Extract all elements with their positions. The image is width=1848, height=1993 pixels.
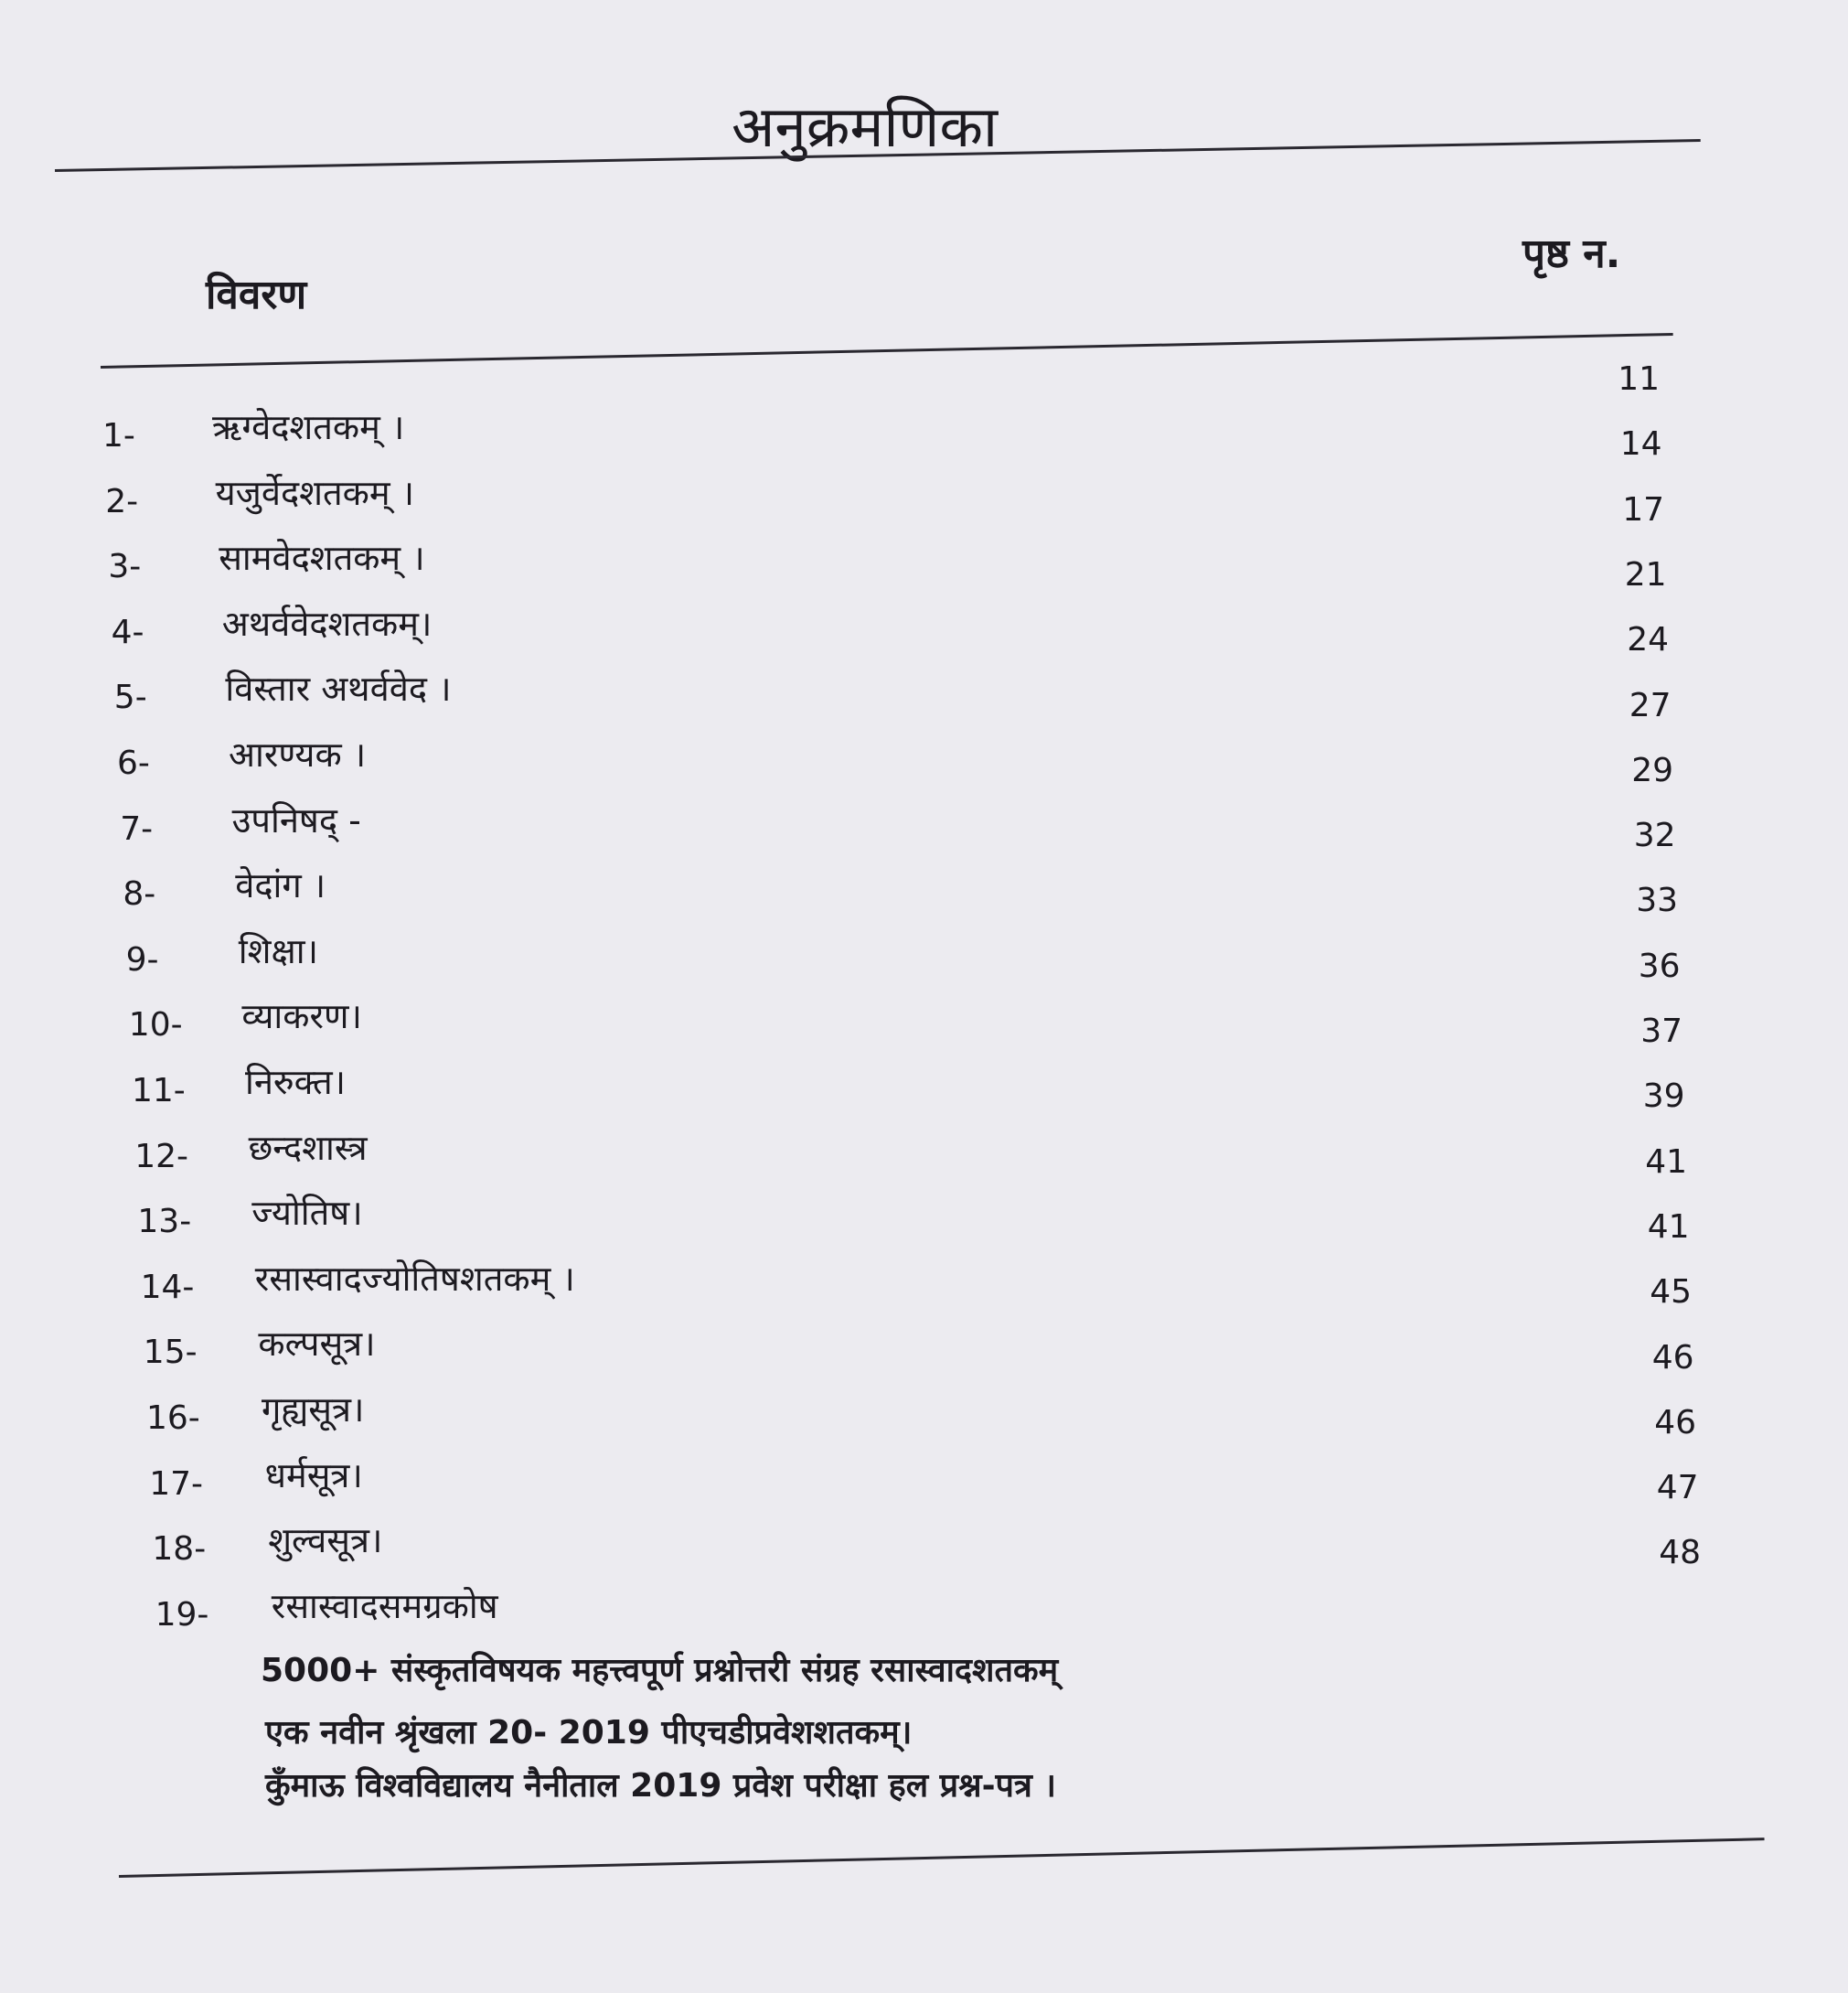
entry-number: 14- (140, 1268, 195, 1306)
page-number: 47 (1656, 1469, 1699, 1507)
entry-number: 6- (117, 745, 150, 782)
page-number: 48 (1659, 1534, 1701, 1572)
entry-number: 15- (143, 1334, 198, 1372)
entry-number: 1- (102, 417, 135, 455)
entry-title: निरुक्त। (245, 1062, 347, 1102)
page-number: 33 (1636, 882, 1678, 920)
page-number: 17 (1622, 490, 1664, 529)
entry-number: 13- (137, 1203, 192, 1241)
page-number: 41 (1645, 1142, 1687, 1181)
entry-title: गृह्यसूत्र। (262, 1389, 365, 1430)
entry-number: 16- (146, 1399, 200, 1437)
entry-title: रसास्वादज्योतिषशतकम् । (254, 1258, 575, 1299)
entry-number: 9- (125, 940, 159, 979)
entry-number: 8- (123, 875, 156, 914)
header-rule (101, 333, 1673, 369)
entry-title: ऋग्वेदशतकम् । (212, 407, 405, 447)
entry-title: अथर्ववेदशतकम्। (221, 603, 433, 644)
page-number: 37 (1640, 1013, 1682, 1050)
entry-title: व्याकरण। (241, 996, 362, 1037)
page-number: 32 (1633, 817, 1676, 855)
entry-title: शुल्वसूत्र। (268, 1520, 383, 1561)
page-number: 46 (1651, 1338, 1694, 1377)
page-number: 21 (1624, 555, 1667, 594)
entry-number: 18- (152, 1530, 207, 1569)
entry-title: वेदांग । (235, 865, 326, 906)
entry-number: 17- (149, 1464, 203, 1503)
page-number: 46 (1654, 1403, 1696, 1441)
entry-number: 7- (120, 809, 154, 848)
entry-number: 10- (128, 1006, 183, 1045)
column-header-description: विवरण (206, 272, 307, 318)
page-number: 24 (1627, 621, 1669, 659)
page-title: अनुक्रमणिका (732, 93, 999, 160)
entry-title: शिक्षा। (238, 930, 318, 971)
entry-number: 4- (111, 613, 144, 651)
entry-title: विस्तार अथर्ववेद । (225, 669, 452, 710)
entry-number: 12- (134, 1137, 188, 1175)
entry-title: छन्दशास्त्र (248, 1127, 368, 1168)
entry-number: 5- (113, 679, 147, 717)
entry-title: कल्पसूत्र। (258, 1323, 376, 1365)
entry-number: 19- (155, 1595, 209, 1634)
entry-title: सामवेदशतकम् । (219, 538, 425, 579)
entry-title: उपनिषद् - (231, 799, 361, 841)
entry-number: 3- (108, 548, 142, 586)
page-number: 41 (1647, 1207, 1690, 1246)
entry-number: 11- (132, 1072, 186, 1109)
page-number: 27 (1629, 686, 1672, 724)
sub-line-kumaun: कुँमाऊ विश्वविद्यालय नैनीताल 2019 प्रवेश परीक्षा हल प्रश्न-पत्र । (265, 1767, 1057, 1805)
page-number: 11 (1618, 360, 1660, 398)
page-number: 14 (1619, 425, 1662, 464)
entry-number: 2- (105, 482, 139, 520)
entry-title: ज्योतिष। (251, 1193, 363, 1234)
page-number: 45 (1650, 1273, 1692, 1312)
entry-title: धर्मसूत्र। (264, 1454, 363, 1495)
page-number: 29 (1631, 751, 1673, 789)
entry-title: आरण्यक । (229, 734, 367, 775)
sub-line-sangrah: 5000+ संस्कृतविषयक महत्त्वपूर्ण प्रश्नोत्तरी संग्रह रसास्वादशतकम् (261, 1652, 1059, 1689)
bottom-rule (119, 1838, 1765, 1878)
page-number: 36 (1638, 947, 1681, 985)
entry-title: यजुर्वेदशतकम् । (215, 472, 415, 513)
page-number: 39 (1642, 1077, 1685, 1116)
sub-line-phd: एक नवीन श्रृंखला 20- 2019 पीएचडीप्रवेशशतकम्। (265, 1714, 913, 1752)
entry-title: रसास्वादसमग्रकोष (271, 1585, 498, 1626)
column-header-page-no: पृष्ठ न. (1522, 230, 1621, 277)
